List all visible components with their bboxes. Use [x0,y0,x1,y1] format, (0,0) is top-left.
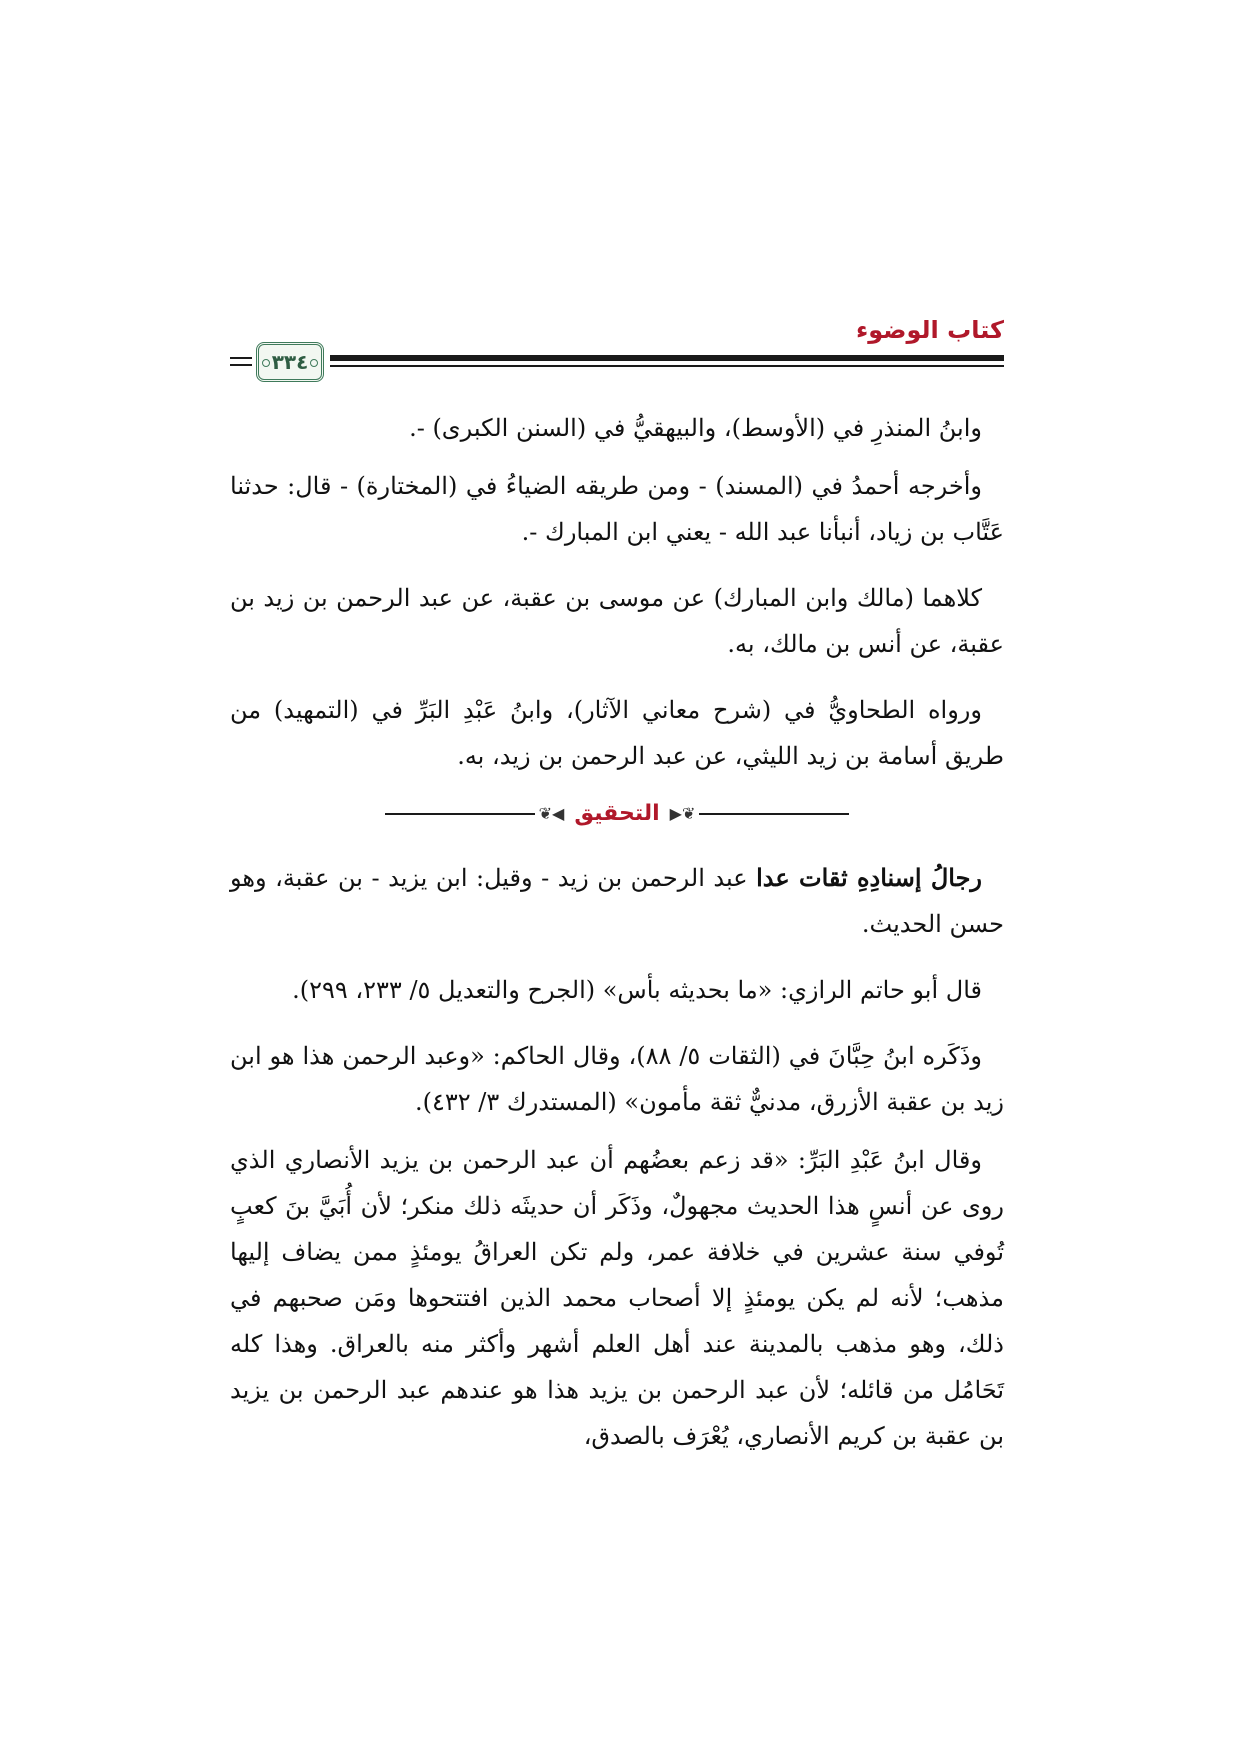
page-content [230,405,1004,1479]
tahqiq-paragraph-3: وذَكَره ابنُ حِبَّانَ في (الثقات ٥/ ٨٨)، وقال الحاكم: «وعبد الرحمن هذا هو ابن زيد بن عقبة الأزرق، مدنيٌّ ثقة مأمون» (المستدرك ٣/ ٤٣٢). [230,1042,1004,1116]
divider-ornament-left: ◀❦ [538,804,565,823]
paragraph-2: وأخرجه أحمدُ في (المسند) - ومن طريقه الضياءُ في (المختارة) - قال: حدثنا عَتَّاب بن زياد، أنبأنا عبد الله - يعني ابن المبارك -. [230,472,1004,546]
page-number-badge [256,342,324,382]
tahqiq-paragraph-2: قال أبو حاتم الرازي: «ما بحديثه بأس» (الجرح والتعديل ٥/ ٢٣٣، ٢٩٩). [292,976,982,1004]
header-rule-thin [330,365,1004,367]
header-rule-left-top [230,357,252,359]
header-rule-thick [330,355,1004,361]
divider-ornament-right: ❦▶ [669,804,696,823]
divider-line-right [699,813,849,815]
divider-line-left [385,813,535,815]
section-divider [230,799,1004,829]
paragraph-3: كلاهما (مالك وابن المبارك) عن موسى بن عقبة، عن عبد الرحمن بن زيد بن عقبة، عن أنس بن مالك، به. [230,584,1004,658]
tahqiq-lead: رجالُ إسنادِهِ ثقات عدا [756,863,982,892]
tahqiq-paragraph-4: وقال ابنُ عَبْدِ البَرِّ: «قد زعم بعضُهم أن عبد الرحمن بن يزيد الأنصاري الذي روى عن أنسٍ هذا الحديث مجهولٌ، وذَكَر أن حديثَه ذلك منكر؛ لأن أُبَيَّ بنَ كعبٍ تُوفي سنة عشرين في خلافة عمر، ولم تكن العراقُ يومئذٍ ممن يضاف إليها مذهب؛ لأنه لم يكن يومئذٍ إلا أصحاب محمد الذين افتتحوها ومَن صحبهم في ذلك، وهو مذهب بالمدينة عند أهل العلم أشهر وأكثر منه بالعراق. وهذا كله تَحَامُل من قائله؛ لأن عبد الرحمن بن يزيد هذا هو عندهم عبد الرحمن بن يزيد بن عقبة بن كريم الأنصاري، يُعْرَف بالصدق، [230,1146,1004,1450]
chapter-title: كتاب الوضوء [855,316,1004,344]
page-number: ٣٣٤ [271,350,309,374]
tahqiq-paragraph-1 [230,855,1004,947]
header-rule-left-bottom [230,364,252,366]
page-header [230,312,1004,386]
section-title: التحقيق [574,801,660,826]
paragraph-1: وابنُ المنذرِ في (الأوسط)، والبيهقيُّ في (السنن الكبرى) -. [409,414,982,442]
paragraph-4: ورواه الطحاويُّ في (شرح معاني الآثار)، وابنُ عَبْدِ البَرِّ في (التمهيد) من طريق أسامة بن زيد الليثي، عن عبد الرحمن بن زيد، به. [230,696,1004,770]
tahqiq-lead-rest: عبد الرحمن بن زيد - وقيل: ابن يزيد - بن عقبة، وهو حسن الحديث. [230,864,1004,938]
